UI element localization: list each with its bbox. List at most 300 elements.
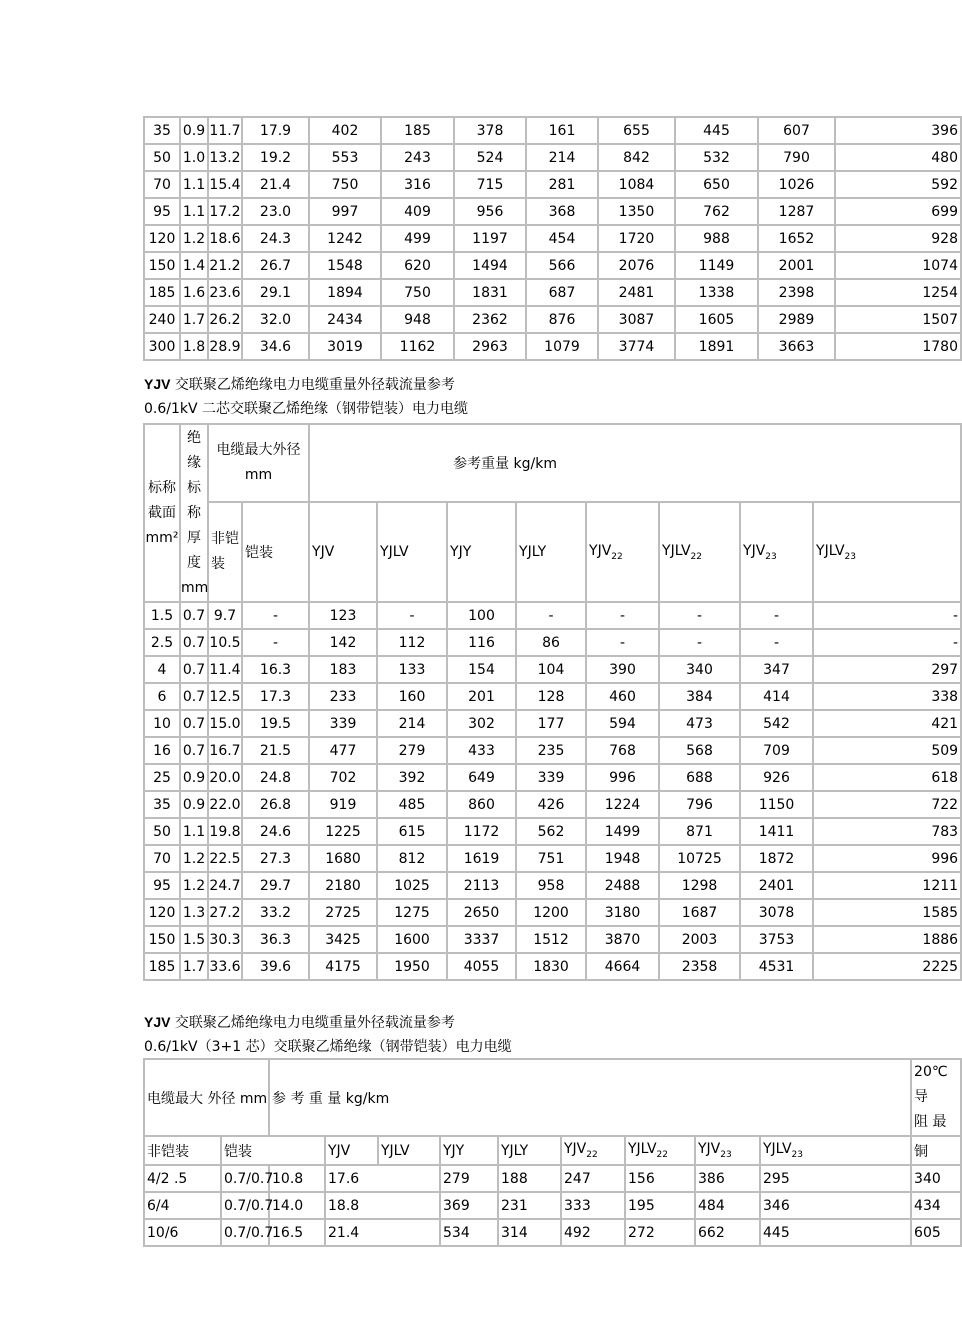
table-cell: 340 [911,1165,961,1192]
table-cell: 392 [377,764,447,791]
table-cell: 70 [144,171,180,198]
table-cell: 1350 [598,198,675,225]
table-cell: 10725 [659,845,740,872]
table-cell: 0.7/0.7 [221,1219,269,1246]
table-cell: 18.6 [208,225,242,252]
table-row [144,899,961,926]
table-cell: 445 [760,1219,911,1246]
table-cell: 333 [561,1192,625,1219]
table-cell: 926 [740,764,813,791]
table-cell: 384 [659,683,740,710]
table-row [144,818,961,845]
table-row [144,791,961,818]
section-2-subtitle: 0.6/1kV 二芯交联聚乙烯绝缘（钢带铠装）电力电缆 [144,401,469,417]
table-cell: 390 [586,656,659,683]
table-cell: 21.5 [242,737,309,764]
table-row [144,1165,961,1192]
table-cell: 18.8 [325,1192,440,1219]
table-row [144,737,961,764]
table-cell: 1780 [835,333,961,360]
table-cell: 19.8 [208,818,242,845]
header-nominal-section: 标称截面mm² [144,424,180,602]
table-cell: 346 [760,1192,911,1219]
table-cell: 3019 [309,333,381,360]
table-cell: 86 [516,629,586,656]
table-cell: 243 [381,144,454,171]
header-type-base: YJV [743,542,766,559]
table-cell: - [740,602,813,629]
table-cell: 568 [659,737,740,764]
table-cell: 480 [835,144,961,171]
header-type-1 [378,1136,440,1165]
table-cell: 1600 [377,926,447,953]
table-cell: 414 [740,683,813,710]
header-type-base: YJLV [628,1141,657,1158]
table-cell: 402 [309,117,381,144]
table-cell: 12.5 [208,683,242,710]
header-type-base: YJLY [519,544,547,560]
header-type-3 [498,1136,561,1165]
table-cell: 592 [835,171,961,198]
table-cell: 1254 [835,279,961,306]
table-cell: 1605 [675,306,758,333]
table-cell: 21.4 [325,1219,440,1246]
table-cell: 2076 [598,252,675,279]
table-cell: 2225 [813,953,961,980]
table-cell: 27.3 [242,845,309,872]
table-cell: 120 [144,899,180,926]
table-cell: 11.4 [208,656,242,683]
table-cell: 3774 [598,333,675,360]
table-cell: 2358 [659,953,740,980]
header-type-base: YJY [450,544,472,560]
table-cell: 445 [675,117,758,144]
table-cell: 378 [454,117,526,144]
table-cell: 4664 [586,953,659,980]
table-cell: 50 [144,818,180,845]
header-type-base: YJV [589,542,612,559]
section-3-title [144,1012,455,1032]
table-cell: 160 [377,683,447,710]
header-type-sub: 23 [765,551,777,562]
table-row [144,117,961,144]
table-cell: 26.8 [242,791,309,818]
header-type-base: YJV [564,1141,587,1158]
table-cell: 1.1 [180,198,208,225]
table-cell: 39.6 [242,953,309,980]
table-cell: 120 [144,225,180,252]
table-cell: - [659,629,740,656]
table-cell: 702 [309,764,377,791]
table-cell: 1197 [454,225,526,252]
table-cell: 0.7 [180,737,208,764]
table-cell: 14.0 [269,1192,325,1219]
table-cell: 919 [309,791,377,818]
table-cell: 534 [440,1219,498,1246]
table-cell: 2989 [758,306,835,333]
section-3-title-text: 交联聚乙烯绝缘电力电缆重量外径载流量参考 [170,1015,455,1031]
table-cell: 15.4 [208,171,242,198]
three-plus-one-core-weight-table [143,1058,962,1247]
table-cell: 1287 [758,198,835,225]
table-cell: - [659,602,740,629]
table-cell: 195 [625,1192,695,1219]
table-cell: 1499 [586,818,659,845]
table-cell: 1025 [377,872,447,899]
table-row [144,764,961,791]
table-cell: 620 [381,252,454,279]
table-cell: 4175 [309,953,377,980]
table-cell: 1950 [377,953,447,980]
table-cell: 183 [309,656,377,683]
table-cell: 2398 [758,279,835,306]
table-cell: 409 [381,198,454,225]
table-cell: 426 [516,791,586,818]
table-cell: 177 [516,710,586,737]
table-cell: 662 [695,1219,760,1246]
table-cell: 35 [144,117,180,144]
table-cell: 499 [381,225,454,252]
two-core-weight-table-body [144,424,961,980]
table-cell: 566 [526,252,598,279]
table-cell: 2180 [309,872,377,899]
table-cell: 24.3 [242,225,309,252]
table-cell: 1.5 [144,602,180,629]
table-cell: 272 [625,1219,695,1246]
table-cell: 751 [516,845,586,872]
table-cell: 116 [447,629,516,656]
weight-table-top [143,116,962,361]
table-cell: 709 [740,737,813,764]
table-cell: 1242 [309,225,381,252]
table-cell: 302 [447,710,516,737]
section-2-title-text: 交联聚乙烯绝缘电力电缆重量外径载流量参考 [170,377,455,393]
table-cell: 247 [561,1165,625,1192]
table-cell: 21.4 [242,171,309,198]
table-cell: 1.5 [180,926,208,953]
table-cell: 649 [447,764,516,791]
table-cell: 17.6 [325,1165,440,1192]
table-cell: 0.7 [180,656,208,683]
table-cell: 95 [144,198,180,225]
table-cell: 618 [813,764,961,791]
table-cell: 1026 [758,171,835,198]
table-cell: 532 [675,144,758,171]
table-cell: 1680 [309,845,377,872]
table-cell: 347 [740,656,813,683]
table-cell: 485 [377,791,447,818]
table-cell: 185 [381,117,454,144]
table-cell: 2362 [454,306,526,333]
header-type-sub: 23 [844,551,856,562]
table-cell: 2434 [309,306,381,333]
table-cell: 988 [675,225,758,252]
table-cell: 484 [695,1192,760,1219]
table-cell: 231 [498,1192,561,1219]
table-cell: 842 [598,144,675,171]
table-cell: 9.7 [208,602,242,629]
table-cell: 3663 [758,333,835,360]
table-cell: 29.7 [242,872,309,899]
header-type-3 [516,502,586,602]
table-cell: 19.5 [242,710,309,737]
table-cell: 10 [144,710,180,737]
table-cell: 0.7/0.7 [221,1165,269,1192]
table-cell: 1872 [740,845,813,872]
header-type-6 [695,1136,760,1165]
table-cell: 0.7 [180,629,208,656]
table-cell: 13.2 [208,144,242,171]
table-cell: 796 [659,791,740,818]
header-type-base: YJLV [381,1142,410,1159]
table-cell: 2963 [454,333,526,360]
table-cell: 33.6 [208,953,242,980]
table-cell: 150 [144,926,180,953]
table-row [144,629,961,656]
table-cell: 750 [381,279,454,306]
table-cell: 0.7 [180,710,208,737]
header-type-base: YJV [312,544,335,560]
header-unarmored: 非铠装 [208,502,242,602]
table-cell: - [242,629,309,656]
table-cell: 956 [454,198,526,225]
table-cell: 6 [144,683,180,710]
table-cell: 1.2 [180,845,208,872]
table-cell: 279 [377,737,447,764]
header-resistance-line1: 20℃导 [914,1064,948,1105]
table-cell: - [377,602,447,629]
table-cell: 542 [740,710,813,737]
header-armored: 铠装 [242,502,309,602]
table-cell: 17.3 [242,683,309,710]
table-row [144,602,961,629]
table-cell: - [586,629,659,656]
table-row [144,333,961,360]
table-cell: 279 [440,1165,498,1192]
table-cell: 123 [309,602,377,629]
table-cell: 1.0 [180,144,208,171]
table-cell: 1886 [813,926,961,953]
table-cell: 1084 [598,171,675,198]
table-cell: 214 [526,144,598,171]
header-type-base: YJLV [662,542,691,559]
table-cell: 2650 [447,899,516,926]
table-cell: 1891 [675,333,758,360]
table-cell: - [740,629,813,656]
header-max-outer-diameter: 电缆最大外径 mm [208,424,309,502]
header-row [144,1136,961,1165]
table-cell: 314 [498,1219,561,1246]
header-type-4 [586,502,659,602]
table-cell: 655 [598,117,675,144]
table-cell: 3870 [586,926,659,953]
table-cell: 0.9 [180,764,208,791]
table-row [144,1219,961,1246]
table-cell: 1548 [309,252,381,279]
three-plus-one-core-weight-table-body [144,1059,961,1246]
table-cell: 34.6 [242,333,309,360]
header-type-sub: 22 [586,1149,598,1160]
table-cell: 4/2 .5 [144,1165,221,1192]
table-cell: 368 [526,198,598,225]
table-cell: 185 [144,953,180,980]
table-cell: 2003 [659,926,740,953]
table-cell: 70 [144,845,180,872]
table-cell: 1150 [740,791,813,818]
table-cell: 21.2 [208,252,242,279]
table-cell: 3180 [586,899,659,926]
table-cell: 24.6 [242,818,309,845]
table-cell: 1.4 [180,252,208,279]
two-core-weight-table [143,423,962,981]
table-row [144,171,961,198]
table-cell: 1831 [454,279,526,306]
table-cell: 26.2 [208,306,242,333]
table-cell: 1619 [447,845,516,872]
table-cell: 185 [144,279,180,306]
table-cell: 1172 [447,818,516,845]
table-cell: 2001 [758,252,835,279]
header-type-7 [813,502,961,602]
table-cell: 23.6 [208,279,242,306]
header-type-base: YJY [443,1142,465,1159]
table-cell: 615 [377,818,447,845]
table-cell: - [813,602,961,629]
table-cell: - [516,602,586,629]
table-row [144,710,961,737]
table-row [144,1192,961,1219]
table-cell: 1687 [659,899,740,926]
table-cell: 112 [377,629,447,656]
table-cell: 4 [144,656,180,683]
header-type-base: YJV [698,1141,721,1158]
table-cell: 1411 [740,818,813,845]
table-row [144,144,961,171]
header-type-0 [325,1136,378,1165]
header-type-base: YJV [328,1142,351,1159]
table-cell: 295 [760,1165,911,1192]
header-unarmored: 非铠装 [144,1136,221,1165]
table-cell: 396 [835,117,961,144]
table-cell: - [813,629,961,656]
header-type-2 [440,1136,498,1165]
table-cell: 2401 [740,872,813,899]
table-cell: 95 [144,872,180,899]
table-cell: 1079 [526,333,598,360]
header-type-base: YJLV [816,542,845,559]
header-reference-weight: 参 考 重 量 kg/km [269,1059,911,1136]
table-cell: 300 [144,333,180,360]
table-cell: 1225 [309,818,377,845]
table-row [144,198,961,225]
table-cell: 722 [813,791,961,818]
table-cell: 460 [586,683,659,710]
table-cell: 783 [813,818,961,845]
table-cell: 338 [813,683,961,710]
header-type-sub: 22 [690,551,702,562]
table-cell: 3087 [598,306,675,333]
table-cell: 860 [447,791,516,818]
table-cell: 339 [309,710,377,737]
table-cell: 27.2 [208,899,242,926]
table-cell: 750 [309,171,381,198]
table-cell: 477 [309,737,377,764]
table-cell: 35 [144,791,180,818]
table-cell: 10/6 [144,1219,221,1246]
table-row [144,279,961,306]
table-cell: 15.0 [208,710,242,737]
table-cell: 1.6 [180,279,208,306]
table-cell: 4055 [447,953,516,980]
table-cell: 762 [675,198,758,225]
table-cell: 1585 [813,899,961,926]
table-row [144,306,961,333]
table-cell: 1.2 [180,872,208,899]
header-type-sub: 22 [611,551,623,562]
table-cell: 607 [758,117,835,144]
header-insulation-thickness: 绝缘标称厚度mm [180,424,208,602]
table-cell: 386 [695,1165,760,1192]
table-cell: 1074 [835,252,961,279]
table-cell: 188 [498,1165,561,1192]
table-cell: 23.0 [242,198,309,225]
table-cell: 128 [516,683,586,710]
table-cell: 871 [659,818,740,845]
table-row [144,252,961,279]
table-cell: 214 [377,710,447,737]
table-cell: 812 [377,845,447,872]
table-cell: 28.9 [208,333,242,360]
table-cell: 32.0 [242,306,309,333]
table-cell: 142 [309,629,377,656]
table-cell: 281 [526,171,598,198]
table-cell: 17.2 [208,198,242,225]
table-cell: 0.9 [180,791,208,818]
table-cell: 562 [516,818,586,845]
header-type-6 [740,502,813,602]
table-cell: 3425 [309,926,377,953]
table-cell: 524 [454,144,526,171]
header-type-sub: 23 [720,1149,732,1160]
header-type-0 [309,502,377,602]
table-cell: 235 [516,737,586,764]
header-type-base: YJLV [380,544,409,560]
table-cell: 1652 [758,225,835,252]
table-cell: 20.0 [208,764,242,791]
table-cell: 4531 [740,953,813,980]
table-cell: 1720 [598,225,675,252]
table-cell: 1.1 [180,818,208,845]
table-cell: 605 [911,1219,961,1246]
table-cell: 33.2 [242,899,309,926]
table-cell: 0.7 [180,602,208,629]
table-row [144,845,961,872]
table-cell: 996 [813,845,961,872]
table-cell: 161 [526,117,598,144]
table-cell: 156 [625,1165,695,1192]
table-cell: 16.7 [208,737,242,764]
table-cell: - [242,602,309,629]
table-cell: 340 [659,656,740,683]
table-cell: 1507 [835,306,961,333]
table-row [144,926,961,953]
header-type-sub: 22 [656,1149,668,1160]
table-cell: 1211 [813,872,961,899]
table-cell: 104 [516,656,586,683]
table-cell: 1830 [516,953,586,980]
table-cell: 201 [447,683,516,710]
table-cell: 958 [516,872,586,899]
